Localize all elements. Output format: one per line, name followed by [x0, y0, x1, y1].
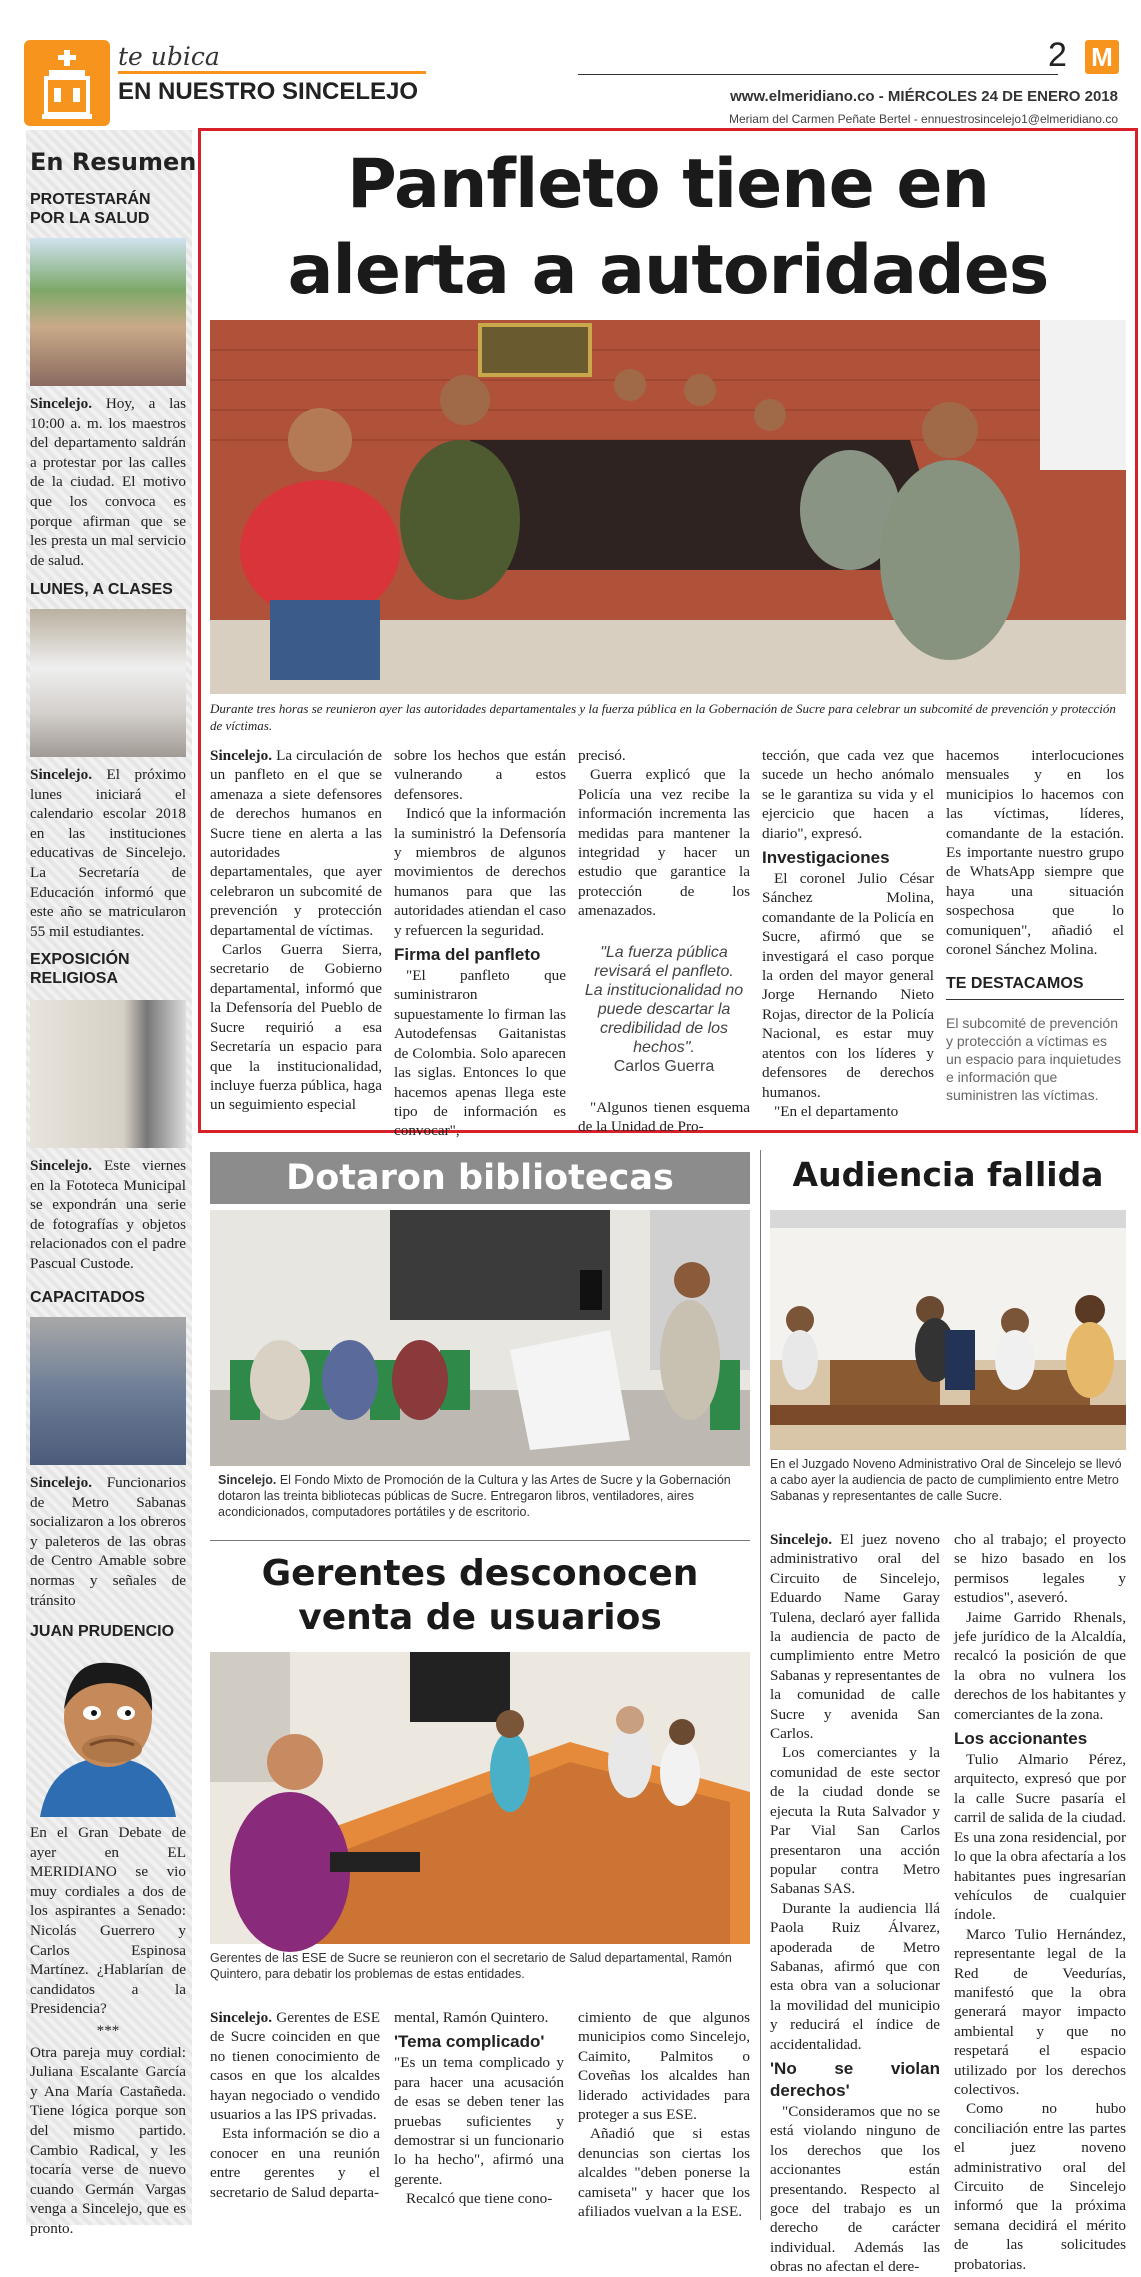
highlight-text: El subcomité de prevención y protección a víctimas es un espacio para inquietudes e información que suministren las víctimas.	[946, 1015, 1122, 1104]
sidebar-extra-text: Otra pareja muy cordial: Juliana Escalante García y Ana María Castañeda. Tiene lógica porque son del mismo partido. Cambio Radical, y les tocaría verse de nuevo cuando Germán Vargas venga a Sincelejo, que es pronto.	[30, 2043, 186, 2237]
sidebar-item-head: CAPACITADOS	[30, 1289, 145, 1306]
paragraph: Como no hubo conciliación entre las partes el juez noveno administrativo oral del Circuito de Sincelejo informó que la próxima semana decidirá el mérito de las solicitudes probatorias.	[954, 2100, 1126, 2273]
sidebar-photo-school	[30, 609, 186, 757]
paragraph: Jaime Garrido Rhenals, jefe jurídico de la Alcaldía, recalcó la posición de que la obra no vulnera los derechos de los habitantes y comerciantes de la zona.	[954, 1608, 1126, 1723]
sidebar-item-head: JUAN PRUDENCIO	[30, 1623, 175, 1640]
caricature-illustration	[30, 1649, 186, 1817]
sidebar-photo-exhibition	[30, 1000, 186, 1148]
paragraph: "Es un tema complicado y para hacer una acusación de esas se deben tener las pruebas suficientes y demostrar si un funcionario lo ha hecho", afirmó una gerente.	[394, 2054, 564, 2188]
main-photo	[210, 320, 1126, 694]
sidebar-photo-workers	[30, 1317, 186, 1465]
paragraph: Indicó que la información la suministró la Defensoría y miembros de algunos movimientos de derechos humanos para que las autoridades atiendan el caso y refuercen la seguridad.	[394, 805, 566, 939]
section-rule	[118, 71, 426, 74]
sidebar-item-lead: Sincelejo.	[30, 1157, 93, 1174]
sidebar-separator: ***	[96, 2021, 120, 2039]
hearing-photo	[770, 1210, 1126, 1450]
story-lead: Sincelejo.	[210, 2009, 273, 2026]
paragraph: La circulación de un panfleto en el que se amenaza a siete defensores de derechos humanos en Sucre tiene en alerta a las autoridades departamentales, que ayer celebraron un subcomité de prevención y protección departamental de víctimas.	[210, 747, 382, 939]
libraries-photo	[210, 1210, 750, 1466]
libraries-headline-bar	[210, 1152, 750, 1204]
paragraph: precisó.	[578, 747, 626, 764]
paragraph: "Algunos tienen esquema de la Unidad de Pro-	[578, 1098, 750, 1136]
managers-column-3	[578, 2008, 750, 2221]
subhead: Investigaciones	[762, 848, 890, 868]
managers-photo	[210, 1652, 750, 1944]
managers-caption: Gerentes de las ESE de Sucre se reunieron con el secretario de Salud departamental, Ramón Quintero, para debatir los problemas de estas entidades.	[210, 1951, 732, 1981]
paragraph: El coronel Julio César Sánchez Molina, comandante de la Policía en Sucre, afirmó que se investigará el caso porque la orden del mayor general Jorge Hernando Nieto Rojas, director de la Policía Nacional, es estar muy atentos con los líderes y defensores de derechos humanos.	[762, 870, 934, 1101]
church-icon	[24, 40, 110, 126]
section-kicker: te ubica	[118, 42, 220, 71]
paragraph: El juez noveno administrativo oral del Circuito de Sincelejo, Eduardo Name Garay Tulena, declaró ayer fallida la audiencia de pacto de cumplimiento entre Metro Sabanas y representantes de la comunidad de calle Sucre y avenida San Carlos.	[770, 1531, 940, 1743]
main-photo-caption: Durante tres horas se reunieron ayer las autoridades departamentales y la fuerza pública en la Gobernación de Sucre para celebrar un subcomité de prevención y protección de víctimas.	[210, 701, 1116, 733]
main-column-5	[946, 746, 1124, 1104]
libraries-caption	[218, 1472, 746, 1520]
main-headline-line: alerta a autoridades	[287, 231, 1049, 310]
sidebar-item-lead: Sincelejo.	[30, 395, 93, 412]
managers-column-1	[210, 2008, 380, 2202]
main-column-1	[210, 746, 382, 1115]
paragraph: cimiento de que algunos municipios como Sincelejo, Caimito, Palmitos o Coveñas los alcaldes han liderado actividades para proteger a sus ESE.	[578, 2009, 750, 2124]
hearing-caption: En el Juzgado Noveno Administrativo Oral de Sincelejo se llevó a cabo ayer la audiencia de pacto de cumplimiento entre Metro Sabanas y representantes de calle Sucre.	[770, 1457, 1122, 1503]
subhead: 'No se violan derechos'	[770, 2058, 940, 2100]
paragraph: Los comerciantes y la comunidad de este sector de la ciudad donde se ejecuta la Ruta Salvador y Par Vial San Carlos presentaron una acción popular contra Metro Sabanas SAS.	[770, 1744, 940, 1898]
sidebar-item-text: Hoy, a las 10:00 a. m. los maestros del departamento saldrán a protestar por las calles de la ciudad. El motivo que los convoca es porque afirman que se les presta un mal servicio de salud.	[30, 395, 186, 569]
managers-headline-line: Gerentes desconocen	[261, 1553, 699, 1594]
sidebar-item-lead: Sincelejo.	[30, 766, 93, 783]
highlight-head: TE DESTACAMOS	[946, 973, 1124, 1000]
main-headline-line: Panfleto tiene en	[347, 145, 989, 224]
paragraph: "En el departamento	[774, 1102, 899, 1120]
paragraph: Esta información se dio a conocer en una reunión entre gerentes y el secretario de Salud departa-	[210, 2125, 380, 2201]
sidebar-item	[30, 1622, 186, 2238]
managers-column-2	[394, 2008, 564, 2209]
pull-quote	[584, 943, 744, 1076]
header-rule	[578, 74, 1058, 75]
column-divider	[760, 1150, 761, 2220]
paragraph: cho al trabajo; el proyecto se hizo basado en los permisos legales y estudios", aseveró.	[954, 1531, 1126, 1607]
paragraph: Guerra explicó que la Policía una vez recibe la información incrementa las medidas para mantener la integridad y hacer un estudio que garantice la protección de los amenazados.	[578, 766, 750, 920]
subhead: 'Tema complicado'	[394, 2032, 545, 2052]
section-logo	[24, 40, 110, 126]
paragraph: Marco Tulio Hernández, representante legal de la Red de Veedurías, manifestó que la obra generará mayor impacto ambiental y que no respetará el espacio utilizado por los derechos colectivos.	[954, 1925, 1126, 2098]
sidebar-item-text: Funcionarios de Metro Sabanas socializaron a los obreros y paleteros de las obras de Centro Amable sobre normas y señales de tránsito	[30, 1474, 186, 1609]
page-number: 2	[1048, 36, 1067, 74]
paragraph: sobre los hechos que están vulnerando a estos defensores.	[394, 747, 566, 803]
hearing-headline: Audiencia fallida	[792, 1155, 1104, 1194]
sidebar-item	[30, 190, 186, 570]
hearing-column-2	[954, 1530, 1126, 2274]
sidebar-item-text: Este viernes en la Fototeca Municipal se expondrán una serie de fotografías y objetos relacionados con el padre Pascual Custode.	[30, 1157, 186, 1272]
paragraph: Tulio Almario Pérez, arquitecto, expresó que por la calle Sucre pasaría el carril de salida de la ciudad. Es una zona residencial, por lo que la obra afectaría a los habitantes pues ingresarían vehículos de cualquier índole.	[954, 1751, 1126, 1924]
sidebar-item	[30, 950, 186, 1274]
story-lead: Sincelejo.	[210, 747, 273, 764]
paragraph: mental, Ramón Quintero.	[394, 2009, 549, 2026]
pull-quote-author: Carlos Guerra	[613, 1057, 715, 1075]
libraries-headline: Dotaron bibliotecas	[286, 1158, 674, 1198]
story-lead: Sincelejo.	[770, 1531, 833, 1548]
hearing-column-1	[770, 1530, 940, 2277]
main-column-3	[578, 746, 750, 1136]
sidebar-item	[30, 580, 186, 941]
sidebar-photo-protest	[30, 238, 186, 386]
sidebar-item-head: LUNES, A CLASES	[30, 581, 173, 598]
subhead: Los accionantes	[954, 1729, 1088, 1749]
paragraph: tección, que cada vez que sucede un hecho anómalo se le garantiza su vida y el ejercicio que hacen a diario", expresó.	[762, 747, 934, 842]
caption-text: El Fondo Mixto de Promoción de la Cultura y las Artes de Sucre y la Gobernación dotaron las treinta bibliotecas públicas de Sucre. Entregaron libros, ventiladores, aires acondicionados, computadores portátiles y de escritorio.	[218, 1473, 731, 1519]
paragraph: Carlos Guerra Sierra, secretario de Gobierno departamental, informó que la Defensoría del Pueblo de Sucre requirió a esa Secretaría un espacio para que la institucionalidad, incluye fuerza pública, haga un seguimiento especial	[210, 941, 382, 1114]
paragraph: Añadió que si estas denuncias son ciertas los alcaldes "deben ponerse la camiseta" y hacer que los afiliados vuelvan a la ESE.	[578, 2125, 750, 2221]
brand-logo: M	[1085, 40, 1119, 74]
sidebar-item	[30, 1288, 186, 1610]
main-column-2	[394, 746, 566, 1141]
sidebar-item-head: PROTESTARÁN POR LA SALUD	[30, 191, 151, 227]
dateline: www.elmeridiano.co - MIÉRCOLES 24 DE ENERO 2018	[730, 88, 1118, 105]
section-title: EN NUESTRO SINCELEJO	[118, 78, 419, 105]
sidebar-item-lead: Sincelejo.	[30, 1474, 93, 1491]
sidebar-item-head: EXPOSICIÓN RELIGIOSA	[30, 951, 130, 987]
byline: Meriam del Carmen Peñate Bertel - ennuestrosincelejo1@elmeridiano.co	[728, 112, 1118, 126]
managers-headline-line: venta de usuarios	[298, 1597, 662, 1638]
paragraph: hacemos interlocuciones mensuales y en los municipios lo hacemos con las víctimas, líderes, comandante de la estación. Es importante nuestro grupo de WhatsApp siempre que haya una situación sospechosa que lo comuniquen", añadió el coronel Sánchez Molina.	[946, 747, 1124, 959]
caption-lead: Sincelejo.	[218, 1473, 277, 1487]
paragraph: "Consideramos que no se está violando ninguno de los derechos que los accionantes están presentando. Respecto al goce del trabajo es un derecho de carácter individual. Además las obras no afectan el dere-	[770, 2102, 940, 2276]
paragraph: "El panfleto que suministraron supuestamente lo firman las Autodefensas Gaitanistas de Colombia. Solo aparecen las siglas. Entonces lo que hacemos apenas llega este tipo de información es convocar",	[394, 967, 566, 1140]
section-rule	[210, 1540, 750, 1541]
subhead: Firma del panfleto	[394, 945, 541, 965]
main-column-4	[762, 746, 934, 1121]
sidebar-item-text: En el Gran Debate de ayer en EL MERIDIANO se vio muy cordiales a dos de los aspirantes a Senado: Nicolás Guerrero y Carlos Espinosa Martínez. ¿Hablarían de candidatos a la Presidencia?	[30, 1824, 186, 2018]
sidebar-item-text: El próximo lunes iniciará el calendario escolar 2018 en las instituciones educativas de Sincelejo. La Secretaría de Educación informó que este año se matricularon 55 mil estudiantes.	[30, 766, 186, 940]
paragraph: Durante la audiencia llá Paola Ruiz Álvarez, apoderada de Metro Sabanas, afirmó que con esta obra van a solucionar la movilidad del municipio y reducirá el índice de accidentalidad.	[770, 1899, 940, 2053]
sidebar-title: En Resumen	[30, 148, 197, 176]
managers-headline	[210, 1552, 750, 1640]
paragraph: Recalcó que tiene cono-	[406, 2190, 553, 2208]
pull-quote-text: "La fuerza pública revisará el panfleto. La institucionalidad no puede descartar la credibilidad de los hechos".	[584, 943, 744, 1056]
main-headline	[206, 142, 1130, 314]
paragraph: Gerentes de ESE de Sucre coinciden en que no tienen conocimiento de casos en que los alcaldes hayan negociado o vendido usuarios a las IPS privadas.	[210, 2009, 380, 2124]
